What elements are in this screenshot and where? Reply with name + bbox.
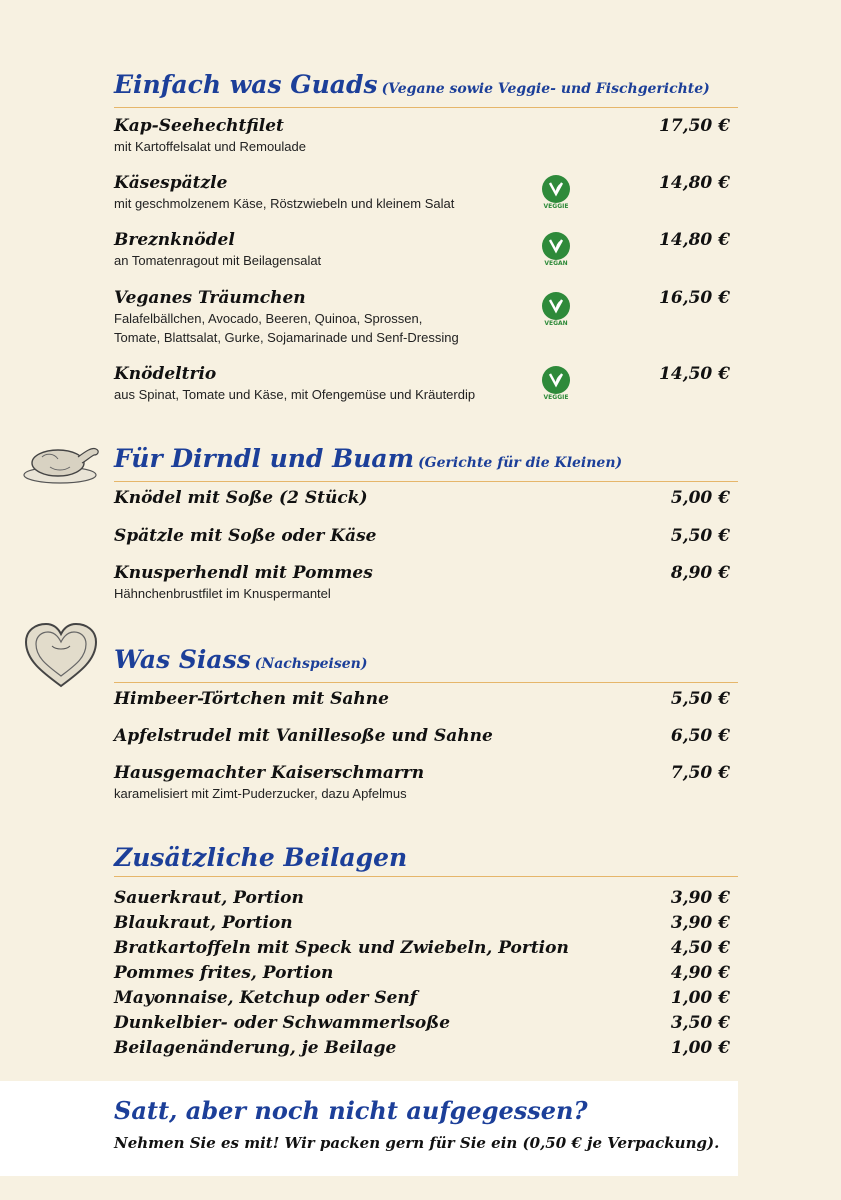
item-desc: karamelisiert mit Zimt-Puderzucker, dazu Apfelmus (114, 786, 407, 801)
side-item (114, 938, 730, 963)
vegan-badge (541, 232, 571, 268)
menu-item (114, 364, 730, 404)
menu-item (114, 488, 730, 509)
menu-item (114, 526, 730, 547)
item-price: 17,50 € (659, 116, 730, 136)
item-name: Blaukraut, Portion (114, 913, 293, 933)
item-price: 5,00 € (670, 488, 730, 508)
menu-item (114, 689, 730, 710)
item-name: Knödel mit Soße (2 Stück) (114, 488, 368, 508)
menu-item (114, 763, 730, 803)
item-price: 6,50 € (670, 726, 730, 746)
item-name: Apfelstrudel mit Vanillesoße und Sahne (114, 726, 493, 746)
divider (114, 682, 738, 683)
item-price: 5,50 € (670, 689, 730, 709)
menu-item (114, 173, 730, 213)
leaf-icon (542, 232, 570, 260)
side-item (114, 1038, 730, 1063)
item-name: Käsespätzle (114, 173, 228, 193)
item-price: 16,50 € (659, 288, 730, 308)
section-siass (114, 645, 738, 801)
item-desc: Falafelbällchen, Avocado, Beeren, Quinoa, Sprossen, (114, 311, 423, 326)
item-price: 3,90 € (670, 913, 730, 933)
item-name: Knödeltrio (114, 364, 217, 384)
item-desc: Hähnchenbrustfilet im Knuspermantel (114, 586, 331, 601)
side-item (114, 913, 730, 938)
menu-item (114, 563, 730, 603)
section-title: Was Siass (Nachspeisen) (114, 645, 368, 674)
side-item (114, 1013, 730, 1038)
item-name: Breznknödel (114, 230, 235, 250)
section-title: Einfach was Guads (Vegane sowie Veggie- und Fischgerichte) (114, 70, 710, 99)
item-desc: aus Spinat, Tomate und Käse, mit Ofengemüse und Kräuterdip (114, 387, 476, 402)
section-subtitle: (Vegane sowie Veggie- und Fischgerichte) (381, 81, 710, 97)
section-einfach (114, 70, 738, 402)
leaf-icon (542, 175, 570, 203)
item-name: Dunkelbier- oder Schwammerlsoße (114, 1013, 451, 1033)
item-name: Himbeer-Törtchen mit Sahne (114, 689, 389, 709)
item-price: 3,90 € (670, 888, 730, 908)
side-item (114, 963, 730, 988)
item-name: Beilagenänderung, je Beilage (114, 1038, 397, 1058)
badge-label: VEGAN (544, 320, 568, 327)
item-name: Spätzle mit Soße oder Käse (114, 526, 377, 546)
gingerbread-heart-icon (22, 620, 100, 694)
item-name: Veganes Träumchen (114, 288, 306, 308)
item-name: Kap-Seehechtfilet (114, 116, 284, 136)
item-name: Bratkartoffeln mit Speck und Zwiebeln, Portion (114, 938, 569, 958)
leaf-icon (542, 292, 570, 320)
item-price: 4,90 € (670, 963, 730, 983)
badge-label: VEGGIE (543, 203, 569, 210)
section-title: Zusätzliche Beilagen (114, 843, 408, 872)
item-price: 1,00 € (670, 988, 730, 1008)
divider (114, 876, 738, 877)
item-desc-line2: Tomate, Blattsalat, Gurke, Sojamarinade und Senf-Dressing (114, 330, 459, 345)
item-desc: an Tomatenragout mit Beilagensalat (114, 253, 322, 268)
item-name: Sauerkraut, Portion (114, 888, 304, 908)
menu-item (114, 230, 730, 270)
item-price: 14,50 € (659, 364, 730, 384)
divider (114, 481, 738, 482)
section-beilagen (114, 843, 738, 1058)
item-name: Mayonnaise, Ketchup oder Senf (114, 988, 418, 1008)
item-price: 4,50 € (670, 938, 730, 958)
badge-label: VEGGIE (543, 394, 569, 401)
section-subtitle: (Gerichte für die Kleinen) (418, 455, 623, 471)
item-price: 3,50 € (670, 1013, 730, 1033)
section-subtitle: (Nachspeisen) (254, 656, 368, 672)
section-kinder (114, 444, 738, 601)
item-name: Knusperhendl mit Pommes (114, 563, 373, 583)
item-price: 5,50 € (670, 526, 730, 546)
item-price: 1,00 € (670, 1038, 730, 1058)
veggie-badge (541, 175, 571, 211)
side-item (114, 988, 730, 1013)
badge-label: VEGAN (544, 260, 568, 267)
leaf-icon (542, 366, 570, 394)
item-price: 8,90 € (670, 563, 730, 583)
item-name: Pommes frites, Portion (114, 963, 334, 983)
item-price: 14,80 € (659, 173, 730, 193)
item-name: Hausgemachter Kaiserschmarrn (114, 763, 425, 783)
menu-item (114, 116, 730, 156)
takeaway-title: Satt, aber noch nicht aufgegessen? (114, 1096, 588, 1125)
divider (114, 107, 738, 108)
takeaway-text: Nehmen Sie es mit! Wir packen gern für Sie ein (0,50 € je Verpackung). (114, 1134, 720, 1152)
item-price: 14,80 € (659, 230, 730, 250)
menu-item (114, 726, 730, 747)
vegan-badge (541, 292, 571, 328)
veggie-badge (541, 366, 571, 402)
item-desc: mit geschmolzenem Käse, Röstzwiebeln und kleinem Salat (114, 196, 455, 211)
menu-item (114, 288, 730, 347)
item-price: 7,50 € (670, 763, 730, 783)
item-desc: mit Kartoffelsalat und Remoulade (114, 139, 306, 154)
roast-chicken-icon (20, 437, 104, 491)
side-item (114, 888, 730, 913)
section-title: Für Dirndl und Buam (Gerichte für die Kleinen) (114, 444, 623, 473)
